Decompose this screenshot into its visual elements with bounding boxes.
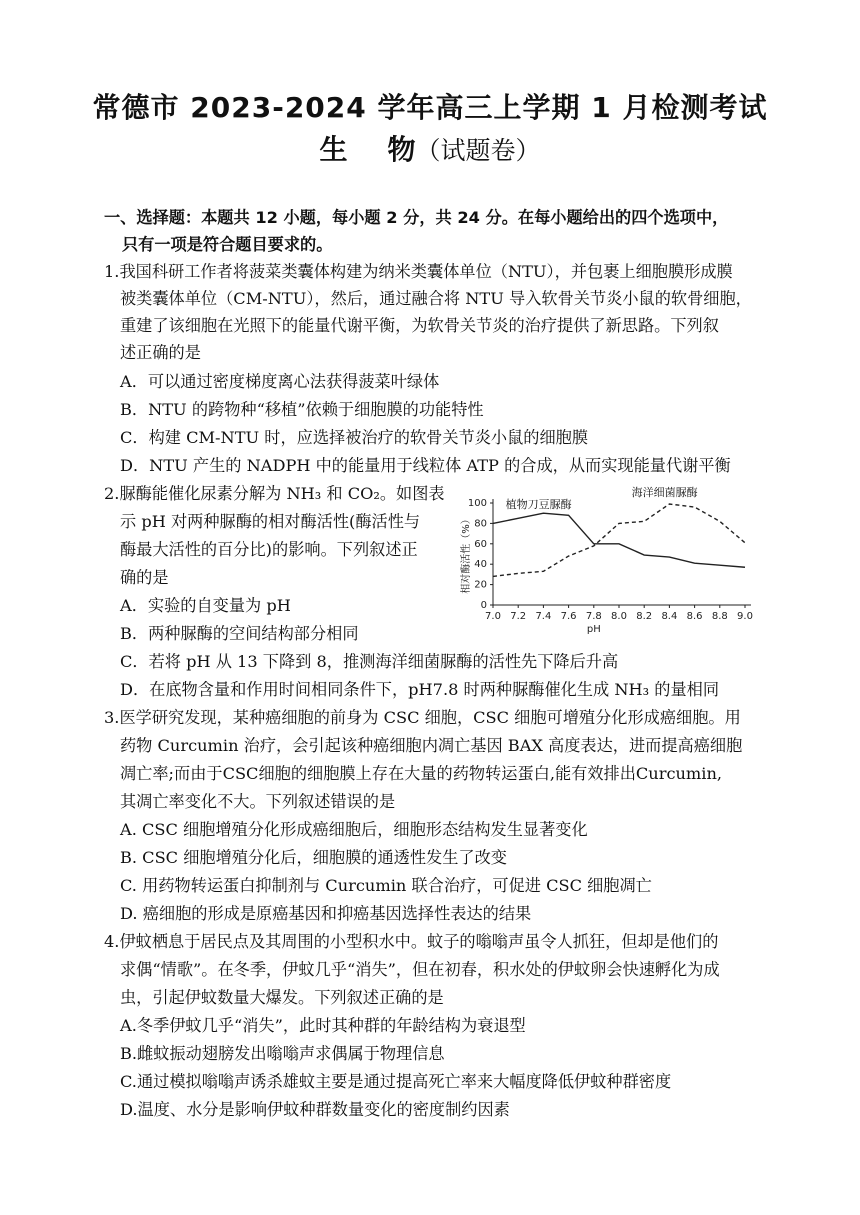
x-tick-label: 8.0 [611,611,627,622]
q3-stem-line3: 凋亡率;而由于CSC细胞的细胞膜上存在大量的药物转运蛋白,能有效排出Curcumin, [120,764,723,783]
q1-option-a: A．可以通过密度梯度离心法获得菠菜叶绿体 [120,372,440,391]
x-tick-label: 9.0 [737,611,753,622]
series-label-1: 植物刀豆脲酶 [505,498,572,512]
x-tick-label: 7.2 [510,611,527,622]
q4-stem-line2: 求偶“情歌”。在冬季，伊蚊几乎“消失”，但在初春，积水处的伊蚊卵会快速孵化为成 [120,960,720,979]
subject-note: （试题卷） [415,136,541,165]
exam-title: 常德市 2023-2024 学年高三上学期 1 月检测考试 [92,91,768,124]
section-heading-line1: 一、选择题：本题共 12 小题，每小题 2 分，共 24 分。在每小题给出的四个选项中， [104,208,729,227]
y-tick-label: 20 [474,579,487,591]
x-axis-label: pH [586,624,601,635]
y-tick-label: 100 [467,498,487,509]
subject-char-2: 物 [387,133,416,166]
q2-stem-line4: 确的是 [120,568,169,587]
q3-stem-line1: 3.医学研究发现，某种癌细胞的前身为 CSC 细胞，CSC 细胞可增殖分化形成癌细胞。用 [104,708,741,727]
q2-stem-line1: 2.脲酶能催化尿素分解为 NH₃ 和 CO₂。如图表 [104,484,445,503]
q4-option-b: B.雌蚊振动翅膀发出嗡嗡声求偶属于物理信息 [120,1044,445,1063]
q2-stem-line2: 示 pH 对两种脲酶的相对酶活性(酶活性与 [120,512,421,531]
x-tick-label: 8.2 [636,611,653,622]
x-tick-label: 8.6 [686,611,703,622]
q2-stem-line3: 酶最大活性的百分比)的影响。下列叙述正 [120,540,418,559]
y-tick-label: 0 [480,600,487,611]
section-heading-line2: 只有一项是符合题目要求的。 [122,235,333,254]
q3-stem-line4: 其凋亡率变化不大。下列叙述错误的是 [120,792,396,811]
q3-stem-line2: 药物 Curcumin 治疗，会引起该种癌细胞内凋亡基因 BAX 高度表达，进而提高癌细胞 [120,736,743,755]
q2-option-c: C．若将 pH 从 13 下降到 8，推测海洋细菌脲酶的活性先下降后升高 [120,652,619,671]
series-line-1 [493,513,745,567]
q4-stem-line3: 虫，引起伊蚊数量大爆发。下列叙述正确的是 [120,988,444,1007]
q1-stem-line2: 被类囊体单位（CM-NTU），然后，通过融合将 NTU 导入软骨关节炎小鼠的软骨细胞， [120,289,752,308]
q1-stem-line4: 述正确的是 [120,343,201,362]
series-line-2 [493,504,745,576]
series-label-2: 海洋细菌脲酶 [631,485,698,499]
q4-option-c: C.通过模拟嗡嗡声诱杀雄蚊主要是通过提高死亡率来大幅度降低伊蚊种群密度 [120,1072,672,1091]
q4-option-d: D.温度、水分是影响伊蚊种群数量变化的密度制约因素 [120,1100,510,1119]
subject-char-1: 生 [319,133,348,166]
q3-option-b: B. CSC 细胞增殖分化后，细胞膜的通透性发生了改变 [120,848,507,867]
y-tick-label: 80 [474,518,487,530]
q3-option-c: C. 用药物转运蛋白抑制剂与 Curcumin 联合治疗，可促进 CSC 细胞凋亡 [120,876,652,895]
y-tick-label: 40 [474,559,487,571]
x-tick-label: 8.8 [711,611,728,622]
x-tick-label: 7.4 [535,611,552,622]
q1-stem-line3: 重建了该细胞在光照下的能量代谢平衡，为软骨关节炎的治疗提供了新思路。下列叙 [120,316,719,335]
enzyme-activity-chart [455,485,760,645]
x-tick-label: 7.0 [485,611,501,622]
y-tick-label: 60 [474,538,487,550]
x-tick-label: 8.4 [661,611,678,622]
x-tick-label: 7.8 [585,611,602,622]
chart-svg [455,485,760,645]
x-tick-label: 7.6 [560,611,577,622]
q2-option-a: A．实验的自变量为 pH [120,596,291,615]
q2-option-d: D．在底物含量和作用时间相同条件下，pH7.8 时两种脲酶催化生成 NH₃ 的量相同 [120,680,720,699]
q3-option-d: D. 癌细胞的形成是原癌基因和抑癌基因选择性表达的结果 [120,904,532,923]
subject-title [0,128,860,168]
q1-option-c: C．构建 CM-NTU 时，应选择被治疗的软骨关节炎小鼠的细胞膜 [120,428,589,447]
y-axis-label: 相对酶活性（%） [461,514,472,594]
q1-stem-line1: 1.我国科研工作者将菠菜类囊体构建为纳米类囊体单位（NTU），并包裹上细胞膜形成膜 [104,262,733,281]
q4-option-a: A.冬季伊蚊几乎“消失”，此时其种群的年龄结构为衰退型 [120,1016,526,1035]
q2-option-b: B．两种脲酶的空间结构部分相同 [120,624,359,643]
q3-option-a: A. CSC 细胞增殖分化形成癌细胞后，细胞形态结构发生显著变化 [120,820,588,839]
q1-option-b: B．NTU 的跨物种“移植”依赖于细胞膜的功能特性 [120,400,484,419]
q1-option-d: D．NTU 产生的 NADPH 中的能量用于线粒体 ATP 的合成，从而实现能量代谢平衡 [120,456,731,475]
q4-stem-line1: 4.伊蚊栖息于居民点及其周围的小型积水中。蚊子的嗡嗡声虽令人抓狂，但却是他们的 [104,932,719,951]
